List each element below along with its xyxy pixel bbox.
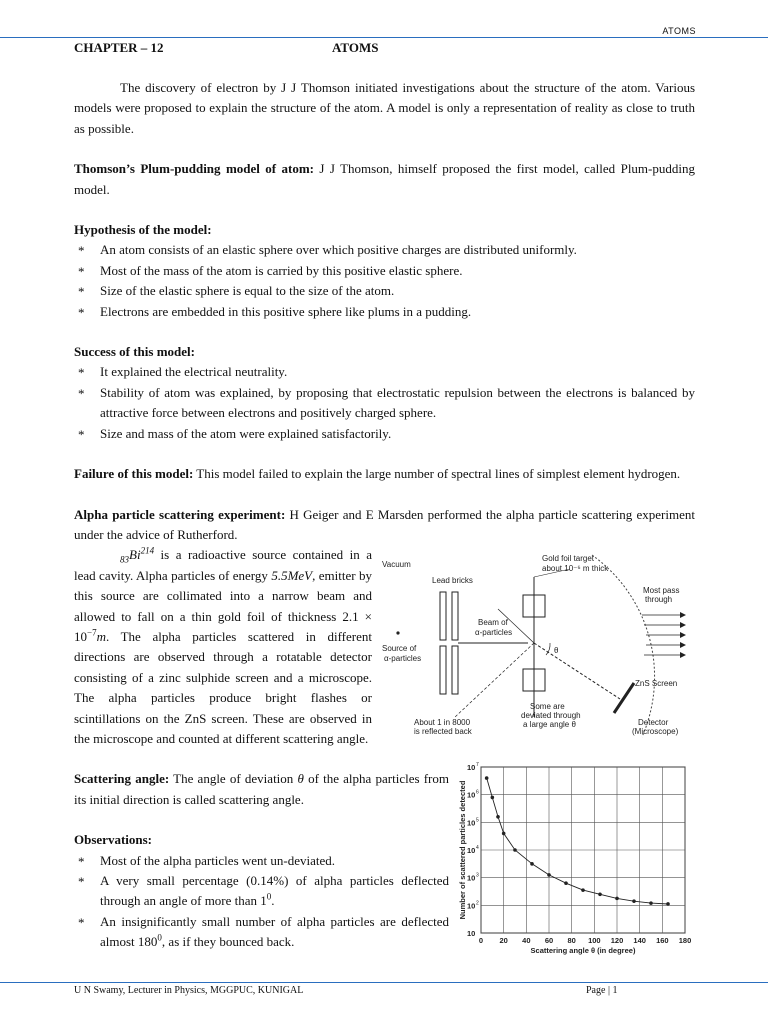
pass-through-arrows — [642, 615, 680, 655]
y-tick-label: 10 — [467, 818, 476, 828]
deviated-label-2: deviated through — [521, 711, 581, 721]
detector-label-1: Detector — [638, 718, 669, 728]
chapter-topic: ATOMS — [332, 40, 379, 55]
theta-label: θ — [554, 646, 559, 656]
scattering-apparatus-diagram — [380, 547, 695, 743]
x-tick-label: 60 — [544, 936, 554, 946]
detector-label-2: (Microscope) — [632, 727, 679, 737]
energy-value: 5.5MeV — [271, 567, 313, 583]
lead-brick-top-right — [452, 592, 458, 640]
y-tick-label: 10 — [467, 763, 476, 773]
most-pass-label-2: through — [645, 595, 673, 605]
lead-brick-bottom-left — [440, 646, 446, 694]
vacuum-label: Vacuum — [382, 560, 411, 570]
y-tick-exponent: 4 — [476, 845, 479, 852]
data-point — [491, 796, 495, 800]
source-label-2: α-particles — [384, 654, 422, 664]
y-tick-exponent: 5 — [476, 817, 479, 824]
x-tick-label: 160 — [656, 936, 669, 946]
scattering-heading: Scattering angle: — [74, 771, 170, 787]
x-tick-label: 20 — [499, 936, 508, 946]
x-tick-label: 100 — [588, 936, 601, 946]
beam-label-1: Beam of — [478, 618, 508, 628]
alpha-heading: Alpha particle scattering experiment: — [74, 506, 286, 522]
list-item: * Size and mass of the atom were explained satisfactorily. — [74, 424, 695, 444]
zns-screen — [614, 683, 634, 713]
thickness-value: $2.1 \times 10^{-7}m$ — [74, 608, 372, 644]
footer-page-number: Page | 1 — [586, 985, 618, 996]
failure-paragraph — [74, 464, 695, 484]
scattering-paragraph: Scattering angle: The angle of deviation θ of the alpha particles from its initial direction is called scattering angle. — [74, 771, 450, 807]
zns-label: ZnS Screen — [635, 679, 678, 689]
alpha-text: H Geiger and E Marsden performed the alpha particle scattering experiment under the advice of Rutherford. — [74, 506, 695, 542]
alpha-detail-paragraph: $_{83}Bi^{214}$ is a radioactive source contained in a lead cavity. Alpha particles of energy 5.5MeV, emitter by this source are collimated into a narrow beam and allowed to fall on a thin gold foil of thickness $2.1 \times 10^{-7}m$. The alpha particles scattered in different directions are observed through a rotatable detector consisting of a zinc sulphide screen and a microscope. The alpha particles produce bright flashes or scintillations on the ZnS screen. These are observed in the microscope and counted at different scattering angle. — [74, 545, 372, 746]
x-axis-label: Scattering angle θ (in degree) — [530, 946, 636, 956]
data-point — [502, 832, 506, 836]
isotope-symbol: $_{83}Bi^{214}$ — [120, 545, 155, 565]
list-item: * A very small percentage (0.14%) of alpha particles deflected through an angle of more than $1^0$. — [74, 871, 695, 912]
thomson-heading: Thomson’s Plum-pudding model of atom: — [74, 161, 315, 177]
deflected-path — [534, 643, 620, 699]
page-content — [74, 38, 695, 957]
hypothesis-heading: Hypothesis of the model: — [74, 222, 212, 238]
x-tick-label: 40 — [522, 936, 531, 946]
reflected-label-2: is reflected back — [414, 727, 472, 737]
success-heading: Success of this model: — [74, 344, 195, 360]
x-tick-label: 80 — [567, 936, 576, 946]
y-tick-exponent: 7 — [476, 762, 479, 769]
failure-heading: Failure of this model: — [74, 466, 194, 482]
failure-text: This model failed to explain the large number of spectral lines of simplest element hydrogen. — [193, 466, 681, 482]
x-tick-label: 0 — [478, 936, 484, 946]
reflected-label-1: About 1 in 8000 — [414, 718, 471, 728]
observations-heading: Observations: — [74, 832, 152, 848]
running-header: ATOMS — [662, 26, 696, 36]
lead-brick-top-left — [440, 592, 446, 640]
x-tick-label: 120 — [610, 936, 624, 946]
detector-arc — [592, 555, 655, 737]
most-pass-label-1: Most pass — [643, 586, 680, 596]
thomson-paragraph — [74, 159, 695, 200]
footer-author: U N Swamy, Lecturer in Physics, MGGPUC, KUNIGAL — [74, 985, 304, 996]
success-list — [74, 362, 695, 444]
gold-foil-label-1: Gold foil target — [542, 554, 595, 564]
list-item: * Most of the mass of the atom is carried by this positive elastic sphere. — [74, 261, 695, 281]
list-item: * An insignificantly small number of alpha particles are deflected almost $180^0$, as if they bounced back. — [74, 912, 695, 953]
x-tick-label: 140 — [633, 936, 646, 946]
y-tick-label: 10 — [467, 874, 476, 884]
chapter-title-row — [74, 38, 695, 58]
y-tick-label: 10 — [467, 901, 476, 911]
y-axis-label: Number of scattered particles detected — [458, 780, 467, 920]
deviated-label-1: Some are — [530, 702, 565, 712]
alpha-paragraph — [74, 505, 695, 546]
y-tick-exponent: 3 — [476, 873, 479, 880]
data-point — [496, 815, 500, 819]
theta-symbol: θ — [297, 771, 304, 787]
lead-brick-bottom-right — [452, 646, 458, 694]
list-item: * An atom consists of an elastic sphere over which positive charges are distributed uniformly. — [74, 240, 695, 260]
y-tick-label: 10 — [467, 929, 476, 939]
footer-rule — [0, 982, 768, 983]
list-item: * It explained the electrical neutrality. — [74, 362, 695, 382]
chapter-number: CHAPTER – 12 — [74, 40, 164, 55]
list-item: * Size of the elastic sphere is equal to the size of the atom. — [74, 281, 695, 301]
intro-paragraph: The discovery of electron by J J Thomson initiated investigations about the structure of the atom. Various models were proposed to explain the structure of the atom. A model is only a representation of reality as close to truth as possible. — [74, 80, 695, 136]
y-tick-label: 10 — [467, 791, 476, 801]
hypothesis-list — [74, 240, 695, 322]
list-item: * Electrons are embedded in this positive sphere like plums in a pudding. — [74, 302, 695, 322]
y-tick-exponent: 6 — [476, 790, 479, 797]
deviated-label-3: a large angle θ — [523, 720, 576, 730]
x-tick-label: 180 — [678, 936, 692, 946]
data-point — [485, 777, 489, 781]
gold-foil-label-2: about 10⁻⁶ m thick — [542, 564, 609, 574]
list-item: * Most of the alpha particles went un-deviated. — [74, 851, 695, 871]
y-tick-label: 10 — [467, 846, 476, 856]
lead-bricks-label: Lead bricks — [432, 576, 473, 586]
observations-list — [74, 851, 695, 956]
thomson-text: J J Thomson, himself proposed the first model, called Plum-pudding model. — [74, 161, 695, 197]
source-label-1: Source of — [382, 644, 417, 654]
list-item: * Stability of atom was explained, by proposing that electrostatic repulsion between the electrons is balanced by attractive force between electrons and positively charged sphere. — [74, 383, 695, 424]
source-dot — [396, 632, 399, 635]
y-tick-exponent: 2 — [476, 900, 479, 907]
beam-label-2: α-particles — [475, 628, 513, 638]
